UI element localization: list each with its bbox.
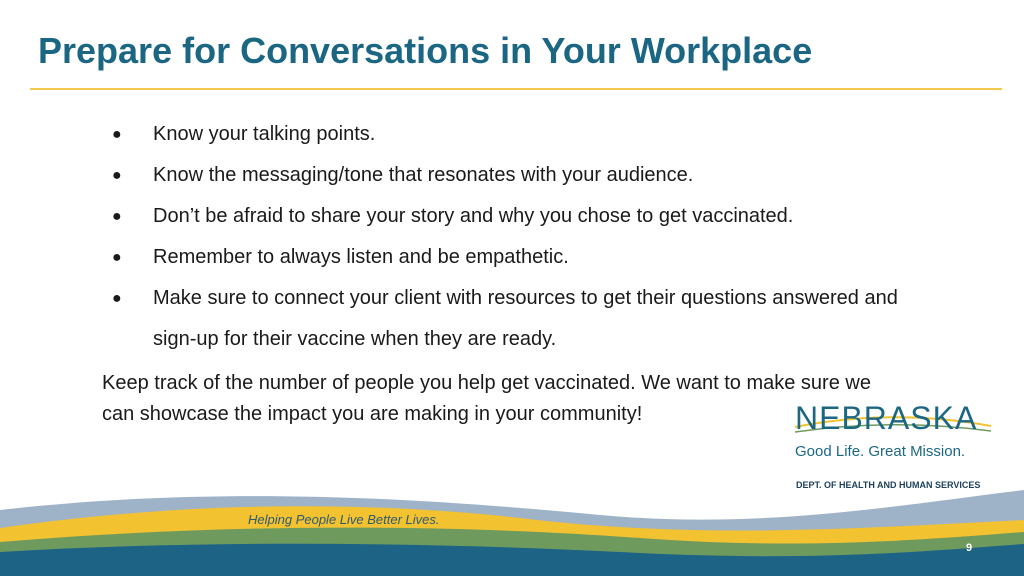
footer-waves <box>0 470 1024 576</box>
bullet-text: Know your talking points. <box>153 123 376 145</box>
logo-wordmark: NEBRASKA <box>795 400 978 436</box>
page-number: 9 <box>966 542 973 554</box>
title-divider <box>30 88 1002 90</box>
bullet-marker-icon: ● <box>112 208 122 225</box>
body-paragraph: Keep track of the number of people you help get vaccinated. We want to make sure we can showcase the impact you are making in your community! <box>102 372 871 425</box>
bullet-marker-icon: ● <box>112 126 122 143</box>
logo-department: DEPT. OF HEALTH AND HUMAN SERVICES <box>796 480 981 490</box>
bullet-text: Don’t be afraid to share your story and why you chose to get vaccinated. <box>153 205 794 227</box>
bullet-text: Remember to always listen and be empathetic. <box>153 246 569 268</box>
bullet-marker-icon: ● <box>112 290 122 307</box>
bullet-item <box>112 278 932 360</box>
bullet-item <box>112 155 932 196</box>
bullet-text: Make sure to connect your client with resources to get their questions answered and sign-up for their vaccine when they are ready. <box>153 287 898 350</box>
logo-tagline: Good Life. Great Mission. <box>795 443 966 460</box>
bullet-list <box>112 114 932 360</box>
bullet-item <box>112 237 932 278</box>
bullet-marker-icon: ● <box>112 249 122 266</box>
bullet-item <box>112 196 932 237</box>
bullet-marker-icon: ● <box>112 167 122 184</box>
footer-motto: Helping People Live Better Lives. <box>248 512 440 527</box>
slide-title: Prepare for Conversations in Your Workplace <box>38 30 813 71</box>
bullet-text: Know the messaging/tone that resonates with your audience. <box>153 164 694 186</box>
bullet-item <box>112 114 932 155</box>
